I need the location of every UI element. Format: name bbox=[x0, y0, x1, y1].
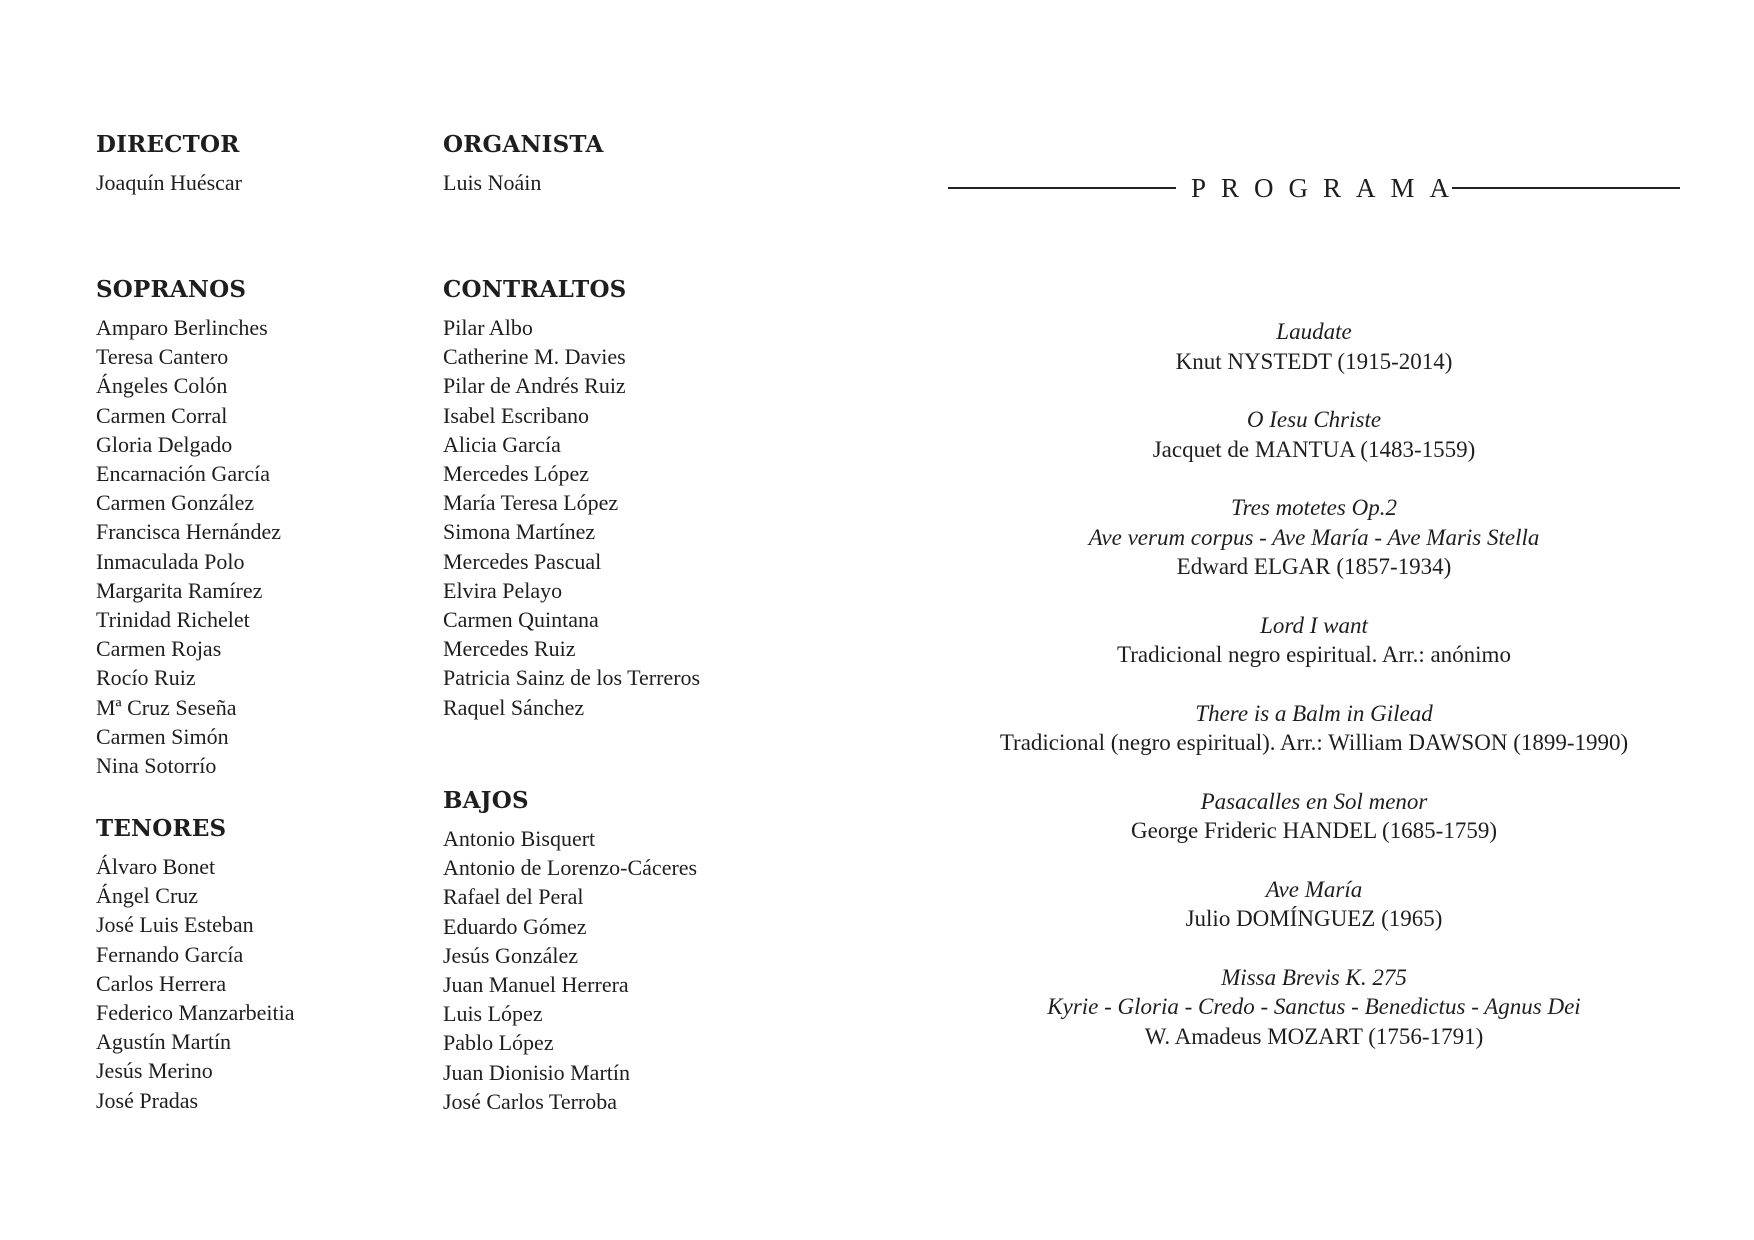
contraltos-heading: CONTRALTOS bbox=[443, 276, 627, 303]
soprano-member: Gloria Delgado bbox=[96, 431, 233, 457]
programa-piece bbox=[948, 611, 1680, 670]
sopranos-heading: SOPRANOS bbox=[96, 276, 247, 303]
contralto-member: Mercedes López bbox=[443, 461, 589, 487]
contralto-member: Mercedes Pascual bbox=[443, 548, 602, 574]
programa-piece bbox=[948, 317, 1680, 376]
tenor-member: José Pradas bbox=[96, 1087, 199, 1113]
contraltos-section bbox=[443, 275, 700, 722]
soprano-member: Carmen Corral bbox=[96, 402, 228, 428]
piece-title: Lord I want bbox=[1260, 612, 1368, 638]
bajos-heading: BAJOS bbox=[443, 787, 529, 814]
piece-composer: George Frideric HANDEL (1685-1759) bbox=[1131, 818, 1497, 843]
bajo-member: Eduardo Gómez bbox=[443, 913, 587, 939]
programa-rule-right bbox=[1452, 187, 1680, 189]
piece-subtitle: Ave verum corpus - Ave María - Ave Maris Stella bbox=[1088, 524, 1540, 550]
programa-rule-left bbox=[948, 187, 1176, 189]
contralto-member: Elvira Pelayo bbox=[443, 577, 563, 603]
piece-composer: Edward ELGAR (1857-1934) bbox=[1176, 554, 1452, 579]
tenor-member: José Luis Esteban bbox=[96, 912, 254, 938]
piece-title: Laudate bbox=[1276, 319, 1352, 344]
programa-piece bbox=[948, 875, 1680, 934]
sopranos-list bbox=[96, 313, 281, 780]
bajo-member: Juan Dionisio Martín bbox=[443, 1059, 630, 1085]
piece-composer: Tradicional negro espiritual. Arr.: anónimo bbox=[1117, 642, 1511, 667]
programa-piece bbox=[948, 787, 1680, 846]
bajos-section bbox=[443, 786, 697, 1116]
programa-header bbox=[948, 170, 1680, 206]
soprano-member: Margarita Ramírez bbox=[96, 577, 263, 603]
piece-composer: Julio DOMÍNGUEZ (1965) bbox=[1185, 906, 1443, 931]
organista-section bbox=[443, 130, 604, 197]
programa-list bbox=[948, 317, 1680, 1080]
soprano-member: Encarnación García bbox=[96, 461, 271, 487]
bajo-member: Rafael del Peral bbox=[443, 884, 584, 910]
programa-piece bbox=[948, 963, 1680, 1052]
contralto-member: Patricia Sainz de los Terreros bbox=[443, 665, 701, 691]
bajo-member: Luis López bbox=[443, 1001, 543, 1027]
director-heading: DIRECTOR bbox=[96, 131, 240, 158]
soprano-member: Ángeles Colón bbox=[96, 373, 228, 399]
contralto-member: Carmen Quintana bbox=[443, 607, 599, 633]
piece-title: There is a Balm in Gilead bbox=[1195, 700, 1433, 726]
tenor-member: Ángel Cruz bbox=[96, 883, 199, 909]
tenor-member: Carlos Herrera bbox=[96, 970, 227, 996]
tenor-member: Álvaro Bonet bbox=[96, 854, 216, 879]
soprano-member: Carmen Simón bbox=[96, 723, 229, 749]
piece-title: O Iesu Christe bbox=[1246, 407, 1382, 432]
soprano-member: Inmaculada Polo bbox=[96, 548, 245, 574]
bajo-member: Jesús González bbox=[443, 942, 579, 968]
soprano-member: Carmen González bbox=[96, 490, 255, 516]
bajo-member: Antonio Bisquert bbox=[443, 826, 596, 851]
bajo-member: José Carlos Terroba bbox=[443, 1088, 618, 1114]
organista-heading: ORGANISTA bbox=[443, 131, 604, 158]
piece-title: Pasacalles en Sol menor bbox=[1200, 788, 1428, 814]
tenor-member: Federico Manzarbeitia bbox=[96, 1000, 295, 1026]
contralto-member: Catherine M. Davies bbox=[443, 344, 626, 370]
director-name: Joaquín Huéscar bbox=[96, 170, 243, 195]
piece-subtitle: Kyrie - Gloria - Credo - Sanctus - Benedictus - Agnus Dei bbox=[1047, 994, 1581, 1019]
programa-title: PROGRAMA bbox=[1191, 173, 1465, 203]
contralto-member: Pilar de Andrés Ruiz bbox=[443, 373, 626, 399]
contralto-member: Pilar Albo bbox=[443, 315, 533, 340]
contralto-member: María Teresa López bbox=[443, 490, 619, 516]
contralto-member: Isabel Escribano bbox=[443, 402, 589, 428]
soprano-member: Trinidad Richelet bbox=[96, 607, 250, 633]
contralto-member: Simona Martínez bbox=[443, 519, 596, 545]
bajos-list bbox=[443, 824, 697, 1116]
tenores-section bbox=[96, 814, 295, 1115]
tenores-list bbox=[96, 852, 295, 1115]
tenor-member: Agustín Martín bbox=[96, 1029, 232, 1055]
soprano-member: Teresa Cantero bbox=[96, 344, 229, 370]
soprano-member: Carmen Rojas bbox=[96, 636, 222, 662]
programa-piece bbox=[948, 699, 1680, 758]
tenor-member: Jesús Merino bbox=[96, 1058, 213, 1084]
piece-composer: Knut NYSTEDT (1915-2014) bbox=[1175, 348, 1453, 374]
contraltos-list bbox=[443, 313, 700, 722]
piece-title: Ave María bbox=[1265, 876, 1363, 902]
sopranos-section bbox=[96, 275, 281, 780]
bajo-member: Pablo López bbox=[443, 1030, 554, 1056]
piece-title: Tres motetes Op.2 bbox=[1231, 495, 1397, 520]
contralto-member: Mercedes Ruiz bbox=[443, 636, 576, 662]
soprano-member: Nina Sotorrío bbox=[96, 753, 217, 779]
soprano-member: Amparo Berlinches bbox=[96, 315, 268, 340]
tenores-heading: TENORES bbox=[96, 815, 227, 842]
piece-composer: Tradicional (negro espiritual). Arr.: William DAWSON (1899-1990) bbox=[999, 730, 1629, 755]
piece-title: Missa Brevis K. 275 bbox=[1221, 964, 1407, 990]
contralto-member: Alicia García bbox=[443, 431, 561, 457]
soprano-member: Rocío Ruiz bbox=[96, 665, 196, 691]
programa-piece bbox=[948, 493, 1680, 582]
bajo-member: Antonio de Lorenzo-Cáceres bbox=[443, 855, 698, 881]
director-section bbox=[96, 130, 242, 197]
soprano-member: Francisca Hernández bbox=[96, 519, 282, 545]
organista-name: Luis Noáin bbox=[443, 170, 542, 195]
piece-composer: Jacquet de MANTUA (1483-1559) bbox=[1152, 436, 1476, 462]
piece-composer: W. Amadeus MOZART (1756-1791) bbox=[1144, 1023, 1484, 1049]
bajo-member: Juan Manuel Herrera bbox=[443, 972, 629, 998]
programa-piece bbox=[948, 405, 1680, 464]
tenor-member: Fernando García bbox=[96, 941, 244, 967]
contralto-member: Raquel Sánchez bbox=[443, 694, 585, 720]
soprano-member: Mª Cruz Seseña bbox=[96, 694, 237, 720]
